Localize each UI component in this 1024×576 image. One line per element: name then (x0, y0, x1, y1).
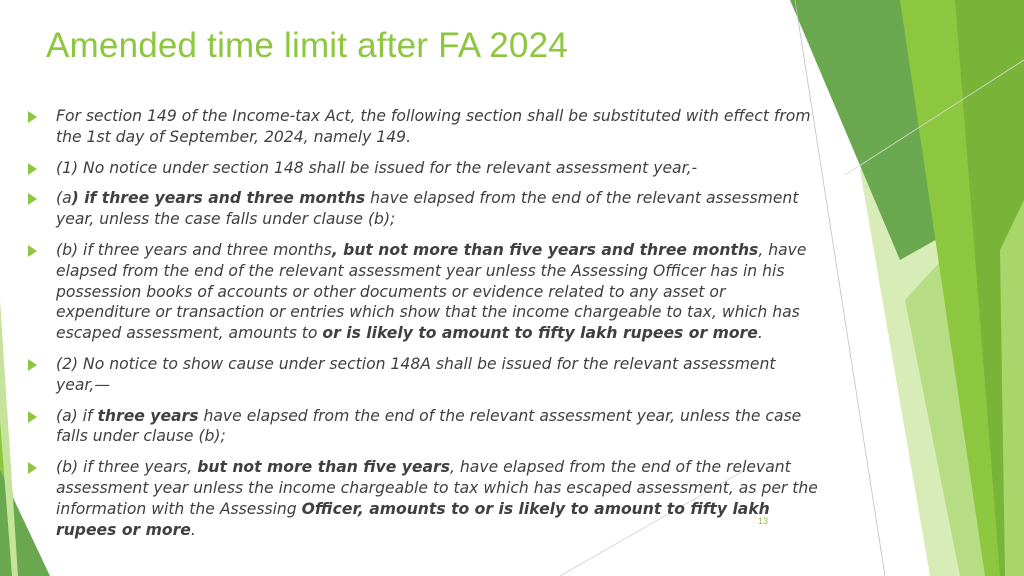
bold-text-run: or is likely to amount to fifty lakh rupees or more (322, 324, 758, 343)
page-number: 13 (758, 516, 769, 526)
text-run: (1) No notice under section 148 shall be issued for the relevant assessment year,- (56, 158, 698, 177)
text-run: (b) if three years, (56, 458, 198, 477)
arrow-bullet-icon (28, 359, 37, 371)
text-run: , have elapsed from the end of the relevant assessment year unless the Assessing Officer has in his possession books of accounts or other documents or evidence related to any asset or expenditure or transaction or entries which show that the income chargeable to tax, which has escaped assessment, amounts to (56, 240, 807, 343)
text-run: (a) if (56, 406, 98, 425)
arrow-bullet-icon (28, 462, 37, 474)
text-run: (a (56, 189, 72, 208)
bullet-text (56, 240, 818, 344)
bold-text-run: ) if three years and three months (71, 189, 366, 208)
bullet-item (28, 457, 818, 540)
bullet-text (56, 158, 818, 179)
bold-text-run: , but not more than five years and three months (331, 240, 759, 259)
slide-title: Amended time limit after FA 2024 (46, 26, 568, 65)
text-run: . (757, 324, 763, 343)
arrow-bullet-icon (28, 245, 37, 257)
bold-text-run: three years (97, 406, 199, 425)
bullet-item (28, 354, 818, 396)
text-run: (b) if three years and three months (56, 240, 332, 259)
text-run: have elapsed from the end of the relevant assessment year, unless the case falls under clause (b); (56, 406, 802, 446)
arrow-bullet-icon (28, 193, 37, 205)
bullet-item (28, 188, 818, 230)
text-run: (2) No notice to show cause under section 148A shall be issued for the relevant assessment year,— (56, 354, 776, 394)
bold-text-run: but not more than five years (197, 458, 450, 477)
text-run: have elapsed from the end of the relevant assessment year, unless the case falls under clause (b); (56, 189, 799, 229)
text-run: , have elapsed from the end of the relevant assessment year unless the income chargeable to tax which has escaped assessment, as per the information with the Assessing (56, 458, 818, 518)
bullet-item (28, 240, 818, 344)
text-run: . (190, 520, 196, 539)
bullet-text (56, 354, 818, 396)
bullet-text (56, 406, 818, 448)
bullet-text (56, 188, 818, 230)
bullet-item (28, 106, 818, 148)
arrow-bullet-icon (28, 411, 37, 423)
bullet-item (28, 406, 818, 448)
arrow-bullet-icon (28, 163, 37, 175)
bullet-item (28, 158, 818, 179)
bullet-text (56, 106, 818, 148)
bullet-list (28, 106, 818, 540)
text-run: For section 149 of the Income-tax Act, the following section shall be substituted with effect from the 1st day of September, 2024, namely 149. (56, 107, 811, 146)
bold-text-run: Officer, amounts to or is likely to amount to fifty lakh rupees or more (56, 499, 770, 539)
arrow-bullet-icon (28, 111, 37, 123)
bullet-text (56, 457, 818, 540)
